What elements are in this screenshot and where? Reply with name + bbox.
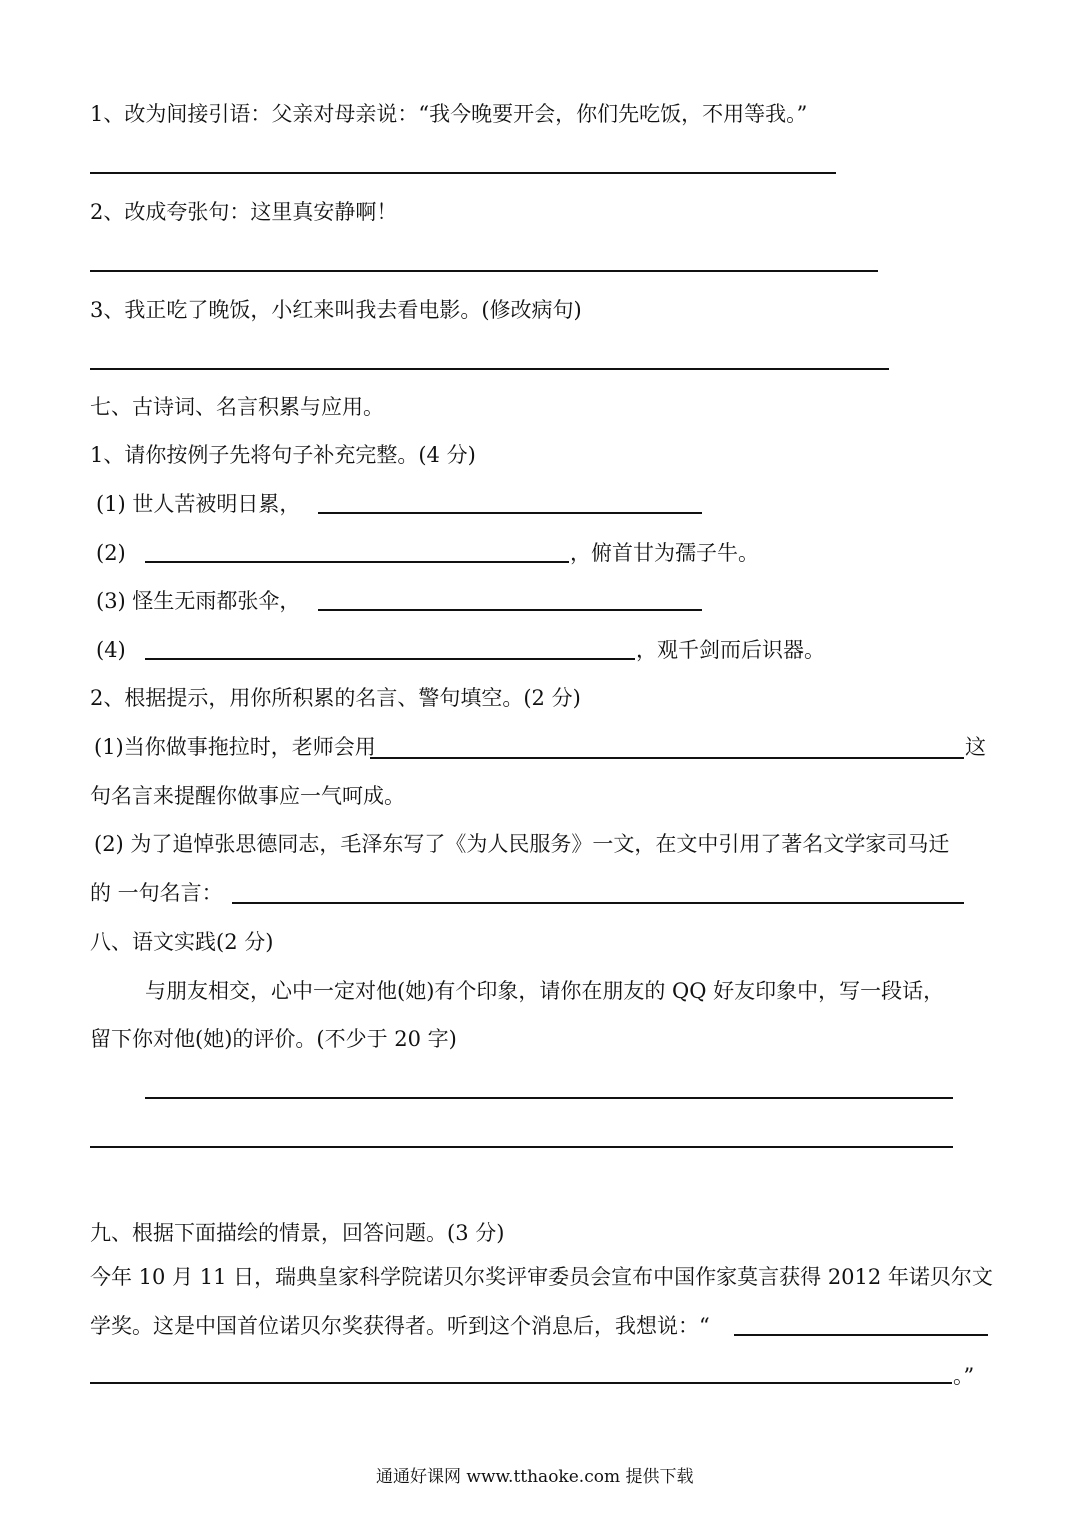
poem-item-1-blank[interactable]: [318, 512, 702, 514]
answer-line[interactable]: [90, 1146, 953, 1148]
proverb-item-2-text: (2) 为了追悼张思德同志，毛泽东写了《为人民服务》一文，在文中引用了著名文学家司马迁: [94, 832, 950, 856]
answer-line[interactable]: [90, 270, 878, 272]
page-footer: 通通好课网 www.tthaoke.com 提供下载: [376, 1467, 694, 1487]
proverb-item-1-suffix: 这: [965, 735, 986, 759]
question-exaggeration: 2、改成夸张句：这里真安静啊！: [90, 200, 398, 224]
proverb-item-1-blank[interactable]: [370, 757, 964, 759]
answer-line[interactable]: [90, 172, 836, 174]
section-9-answer-line[interactable]: [90, 1382, 952, 1384]
proverb-item-2-cont: 的 一句名言：: [90, 881, 223, 905]
section-7-heading: 七、古诗词、名言积累与应用。: [90, 395, 384, 419]
poem-item-3-blank[interactable]: [318, 609, 702, 611]
section-8-prompt-line-2: 留下你对他(她)的评价。(不少于 20 字): [90, 1027, 457, 1051]
poem-item-2-suffix: ，俯首甘为孺子牛。: [570, 541, 759, 565]
section-8-heading: 八、语文实践(2 分): [90, 930, 274, 954]
question-fix-sentence: 3、我正吃了晚饭，小红来叫我去看电影。(修改病句): [90, 298, 582, 322]
section-9-answer-blank[interactable]: [734, 1334, 988, 1336]
poem-item-2-blank[interactable]: [145, 561, 569, 563]
poem-item-3-label: (3) 怪生无雨都张伞，: [96, 589, 301, 613]
section-8-prompt-line-1: 与朋友相交，心中一定对他(她)有个印象，请你在朋友的 QQ 好友印象中，写一段话，: [145, 979, 945, 1003]
section-9-scenario-line-1: 今年 10 月 11 日，瑞典皇家科学院诺贝尔奖评审委员会宣布中国作家莫言获得 2012 年诺贝尔文: [90, 1265, 993, 1289]
answer-line[interactable]: [90, 368, 889, 370]
poem-item-1-label: (1) 世人苦被明日累，: [96, 492, 301, 516]
question-complete-poems: 1、请你按例子先将句子补充完整。(4 分): [90, 443, 476, 467]
section-9-scenario-line-2: 学奖。这是中国首位诺贝尔奖获得者。听到这个消息后，我想说：“: [90, 1314, 710, 1338]
section-9-heading: 九、根据下面描绘的情景，回答问题。(3 分): [90, 1221, 505, 1245]
proverb-item-2-blank[interactable]: [232, 902, 964, 904]
poem-item-4-suffix: ，观千剑而后识器。: [636, 638, 825, 662]
poem-item-2-label: (2): [96, 541, 126, 565]
poem-item-4-label: (4): [96, 638, 126, 662]
poem-item-4-blank[interactable]: [145, 658, 635, 660]
answer-line[interactable]: [145, 1097, 953, 1099]
proverb-item-1-cont: 句名言来提醒你做事应一气呵成。: [90, 784, 405, 808]
question-indirect-speech: 1、改为间接引语：父亲对母亲说：“我今晚要开会，你们先吃饭，不用等我。”: [90, 102, 808, 126]
proverb-item-1-prefix: (1)当你做事拖拉时，老师会用: [94, 735, 376, 759]
question-proverbs: 2、根据提示，用你所积累的名言、警句填空。(2 分): [90, 686, 581, 710]
section-9-closing-quote: 。”: [953, 1364, 975, 1388]
